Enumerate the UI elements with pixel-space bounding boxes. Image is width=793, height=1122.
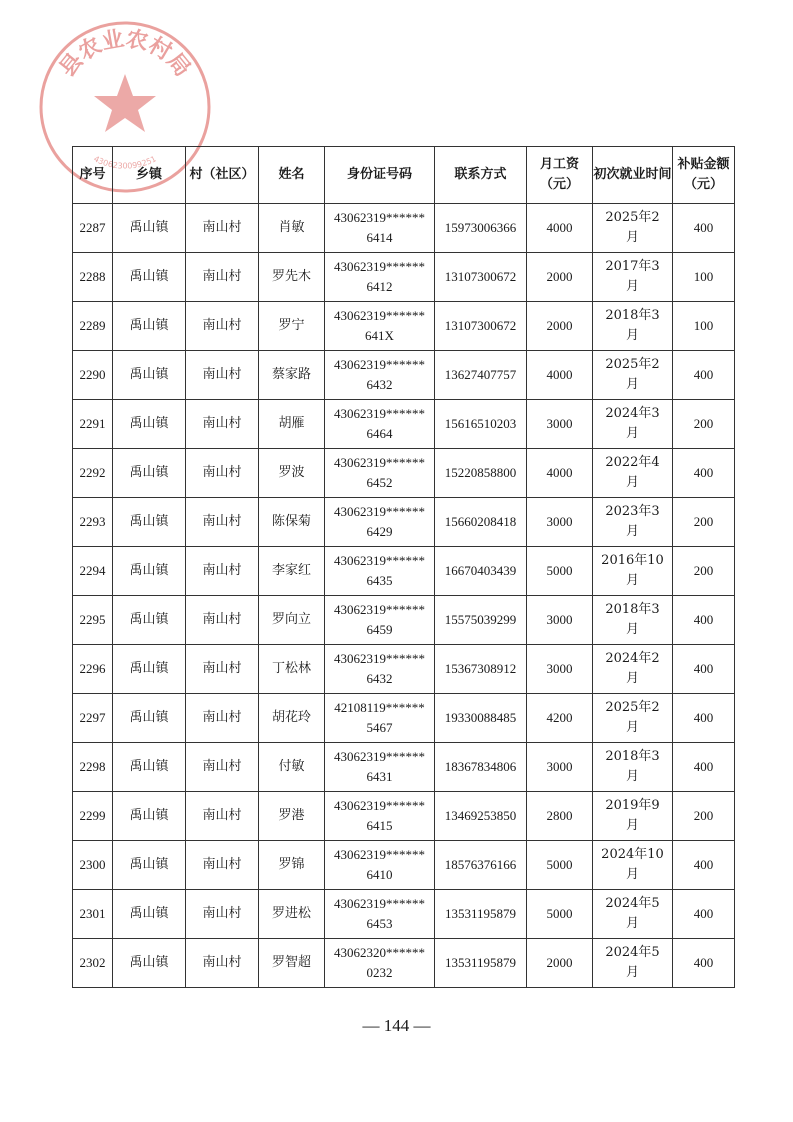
table-row <box>73 498 735 547</box>
cell-serial: 2290 <box>73 351 113 400</box>
cell-serial: 2289 <box>73 302 113 351</box>
cell-village: 南山村 <box>186 400 259 449</box>
cell-subsidy: 400 <box>673 596 735 645</box>
cell-phone: 13107300672 <box>435 302 527 351</box>
cell-town: 禹山镇 <box>113 645 186 694</box>
cell-serial: 2302 <box>73 939 113 988</box>
table-row <box>73 400 735 449</box>
cell-id-number: 43062319******6431 <box>325 743 435 792</box>
cell-subsidy: 200 <box>673 498 735 547</box>
cell-id-number: 43062319******641X <box>325 302 435 351</box>
cell-start-date: 2025年2月 <box>593 694 673 743</box>
cell-town: 禹山镇 <box>113 841 186 890</box>
table-row <box>73 253 735 302</box>
cell-serial: 2300 <box>73 841 113 890</box>
cell-name: 李家红 <box>259 547 325 596</box>
cell-phone: 15367308912 <box>435 645 527 694</box>
cell-name: 罗向立 <box>259 596 325 645</box>
cell-name: 蔡家路 <box>259 351 325 400</box>
cell-serial: 2294 <box>73 547 113 596</box>
cell-subsidy: 400 <box>673 743 735 792</box>
cell-wage: 3000 <box>527 400 593 449</box>
cell-wage: 3000 <box>527 645 593 694</box>
cell-subsidy: 100 <box>673 302 735 351</box>
seal-code: 4306230099251 <box>92 154 158 171</box>
cell-name: 罗宁 <box>259 302 325 351</box>
cell-id-number: 43062319******6410 <box>325 841 435 890</box>
cell-wage: 4000 <box>527 351 593 400</box>
cell-subsidy: 200 <box>673 400 735 449</box>
cell-id-number: 43062319******6412 <box>325 253 435 302</box>
page-number: — 144 — <box>362 1016 431 1035</box>
cell-id-number: 43062319******6464 <box>325 400 435 449</box>
seal-star-icon <box>94 74 156 132</box>
table-row <box>73 890 735 939</box>
cell-village: 南山村 <box>186 743 259 792</box>
cell-name: 丁松林 <box>259 645 325 694</box>
column-header: 乡镇 <box>113 147 186 204</box>
cell-town: 禹山镇 <box>113 547 186 596</box>
cell-wage: 2800 <box>527 792 593 841</box>
cell-subsidy: 200 <box>673 547 735 596</box>
cell-phone: 13531195879 <box>435 939 527 988</box>
cell-town: 禹山镇 <box>113 449 186 498</box>
cell-town: 禹山镇 <box>113 498 186 547</box>
cell-phone: 15575039299 <box>435 596 527 645</box>
cell-village: 南山村 <box>186 596 259 645</box>
cell-name: 肖敏 <box>259 204 325 253</box>
cell-start-date: 2016年10月 <box>593 547 673 596</box>
cell-village: 南山村 <box>186 498 259 547</box>
cell-subsidy: 400 <box>673 939 735 988</box>
cell-subsidy: 400 <box>673 645 735 694</box>
cell-id-number: 43062319******6432 <box>325 351 435 400</box>
cell-name: 罗锦 <box>259 841 325 890</box>
table-header-row <box>73 147 735 204</box>
cell-subsidy: 200 <box>673 792 735 841</box>
cell-start-date: 2025年2月 <box>593 204 673 253</box>
cell-village: 南山村 <box>186 253 259 302</box>
table-row <box>73 645 735 694</box>
cell-start-date: 2019年9月 <box>593 792 673 841</box>
cell-name: 付敏 <box>259 743 325 792</box>
cell-wage: 4000 <box>527 204 593 253</box>
cell-start-date: 2018年3月 <box>593 743 673 792</box>
cell-serial: 2299 <box>73 792 113 841</box>
cell-wage: 4000 <box>527 449 593 498</box>
cell-village: 南山村 <box>186 547 259 596</box>
cell-start-date: 2024年2月 <box>593 645 673 694</box>
table-row <box>73 596 735 645</box>
cell-wage: 2000 <box>527 302 593 351</box>
cell-town: 禹山镇 <box>113 792 186 841</box>
cell-wage: 5000 <box>527 841 593 890</box>
table-row <box>73 939 735 988</box>
table-row <box>73 302 735 351</box>
cell-id-number: 43062319******6459 <box>325 596 435 645</box>
cell-town: 禹山镇 <box>113 253 186 302</box>
cell-village: 南山村 <box>186 792 259 841</box>
cell-subsidy: 400 <box>673 694 735 743</box>
cell-village: 南山村 <box>186 890 259 939</box>
column-header: 初次就业时间 <box>593 147 673 204</box>
cell-town: 禹山镇 <box>113 743 186 792</box>
cell-subsidy: 400 <box>673 351 735 400</box>
cell-name: 罗港 <box>259 792 325 841</box>
svg-text:县农业农村局 <box>55 27 195 82</box>
table-row <box>73 547 735 596</box>
cell-phone: 13469253850 <box>435 792 527 841</box>
cell-phone: 13531195879 <box>435 890 527 939</box>
cell-wage: 4200 <box>527 694 593 743</box>
column-header: 补贴金额（元） <box>673 147 735 204</box>
column-header: 村（社区） <box>186 147 259 204</box>
cell-name: 罗进松 <box>259 890 325 939</box>
table-row <box>73 449 735 498</box>
cell-id-number: 43062319******6429 <box>325 498 435 547</box>
table-row <box>73 694 735 743</box>
cell-subsidy: 400 <box>673 204 735 253</box>
cell-name: 罗波 <box>259 449 325 498</box>
column-header: 序号 <box>73 147 113 204</box>
cell-serial: 2295 <box>73 596 113 645</box>
cell-wage: 2000 <box>527 939 593 988</box>
cell-subsidy: 100 <box>673 253 735 302</box>
cell-village: 南山村 <box>186 351 259 400</box>
cell-id-number: 43062319******6452 <box>325 449 435 498</box>
cell-id-number: 43062320******0232 <box>325 939 435 988</box>
cell-start-date: 2023年3月 <box>593 498 673 547</box>
cell-phone: 18367834806 <box>435 743 527 792</box>
cell-name: 胡花玲 <box>259 694 325 743</box>
cell-start-date: 2024年5月 <box>593 890 673 939</box>
cell-serial: 2297 <box>73 694 113 743</box>
cell-start-date: 2018年3月 <box>593 596 673 645</box>
cell-wage: 5000 <box>527 890 593 939</box>
cell-name: 陈保菊 <box>259 498 325 547</box>
cell-phone: 15616510203 <box>435 400 527 449</box>
cell-start-date: 2024年3月 <box>593 400 673 449</box>
cell-wage: 3000 <box>527 498 593 547</box>
table-row <box>73 792 735 841</box>
table-row <box>73 841 735 890</box>
cell-village: 南山村 <box>186 841 259 890</box>
cell-serial: 2293 <box>73 498 113 547</box>
cell-id-number: 43062319******6432 <box>325 645 435 694</box>
cell-phone: 15660208418 <box>435 498 527 547</box>
cell-town: 禹山镇 <box>113 302 186 351</box>
cell-village: 南山村 <box>186 694 259 743</box>
cell-phone: 13627407757 <box>435 351 527 400</box>
seal-text: 县农业农村局 <box>55 26 195 82</box>
cell-start-date: 2018年3月 <box>593 302 673 351</box>
table-row <box>73 743 735 792</box>
cell-subsidy: 400 <box>673 890 735 939</box>
cell-name: 罗先木 <box>259 253 325 302</box>
cell-phone: 15973006366 <box>435 204 527 253</box>
subsidy-table <box>72 146 735 988</box>
cell-village: 南山村 <box>186 939 259 988</box>
table-body <box>73 204 735 988</box>
cell-town: 禹山镇 <box>113 351 186 400</box>
cell-serial: 2288 <box>73 253 113 302</box>
cell-serial: 2287 <box>73 204 113 253</box>
cell-wage: 3000 <box>527 743 593 792</box>
cell-id-number: 43062319******6415 <box>325 792 435 841</box>
cell-phone: 18576376166 <box>435 841 527 890</box>
cell-town: 禹山镇 <box>113 400 186 449</box>
cell-id-number: 42108119******5467 <box>325 694 435 743</box>
cell-id-number: 43062319******6414 <box>325 204 435 253</box>
cell-town: 禹山镇 <box>113 694 186 743</box>
column-header: 联系方式 <box>435 147 527 204</box>
cell-start-date: 2025年2月 <box>593 351 673 400</box>
cell-village: 南山村 <box>186 449 259 498</box>
cell-start-date: 2017年3月 <box>593 253 673 302</box>
cell-id-number: 43062319******6453 <box>325 890 435 939</box>
column-header: 姓名 <box>259 147 325 204</box>
cell-name: 罗智超 <box>259 939 325 988</box>
cell-phone: 15220858800 <box>435 449 527 498</box>
cell-serial: 2292 <box>73 449 113 498</box>
cell-village: 南山村 <box>186 645 259 694</box>
cell-serial: 2298 <box>73 743 113 792</box>
cell-serial: 2301 <box>73 890 113 939</box>
cell-start-date: 2024年10月 <box>593 841 673 890</box>
cell-wage: 3000 <box>527 596 593 645</box>
cell-subsidy: 400 <box>673 449 735 498</box>
cell-wage: 2000 <box>527 253 593 302</box>
cell-town: 禹山镇 <box>113 939 186 988</box>
cell-name: 胡雁 <box>259 400 325 449</box>
cell-village: 南山村 <box>186 204 259 253</box>
cell-phone: 16670403439 <box>435 547 527 596</box>
cell-subsidy: 400 <box>673 841 735 890</box>
cell-town: 禹山镇 <box>113 596 186 645</box>
cell-town: 禹山镇 <box>113 890 186 939</box>
table-row <box>73 351 735 400</box>
table-row <box>73 204 735 253</box>
column-header: 月工资（元） <box>527 147 593 204</box>
cell-serial: 2291 <box>73 400 113 449</box>
cell-serial: 2296 <box>73 645 113 694</box>
cell-start-date: 2024年5月 <box>593 939 673 988</box>
cell-phone: 19330088485 <box>435 694 527 743</box>
cell-id-number: 43062319******6435 <box>325 547 435 596</box>
cell-wage: 5000 <box>527 547 593 596</box>
cell-phone: 13107300672 <box>435 253 527 302</box>
cell-town: 禹山镇 <box>113 204 186 253</box>
column-header: 身份证号码 <box>325 147 435 204</box>
cell-village: 南山村 <box>186 302 259 351</box>
cell-start-date: 2022年4月 <box>593 449 673 498</box>
